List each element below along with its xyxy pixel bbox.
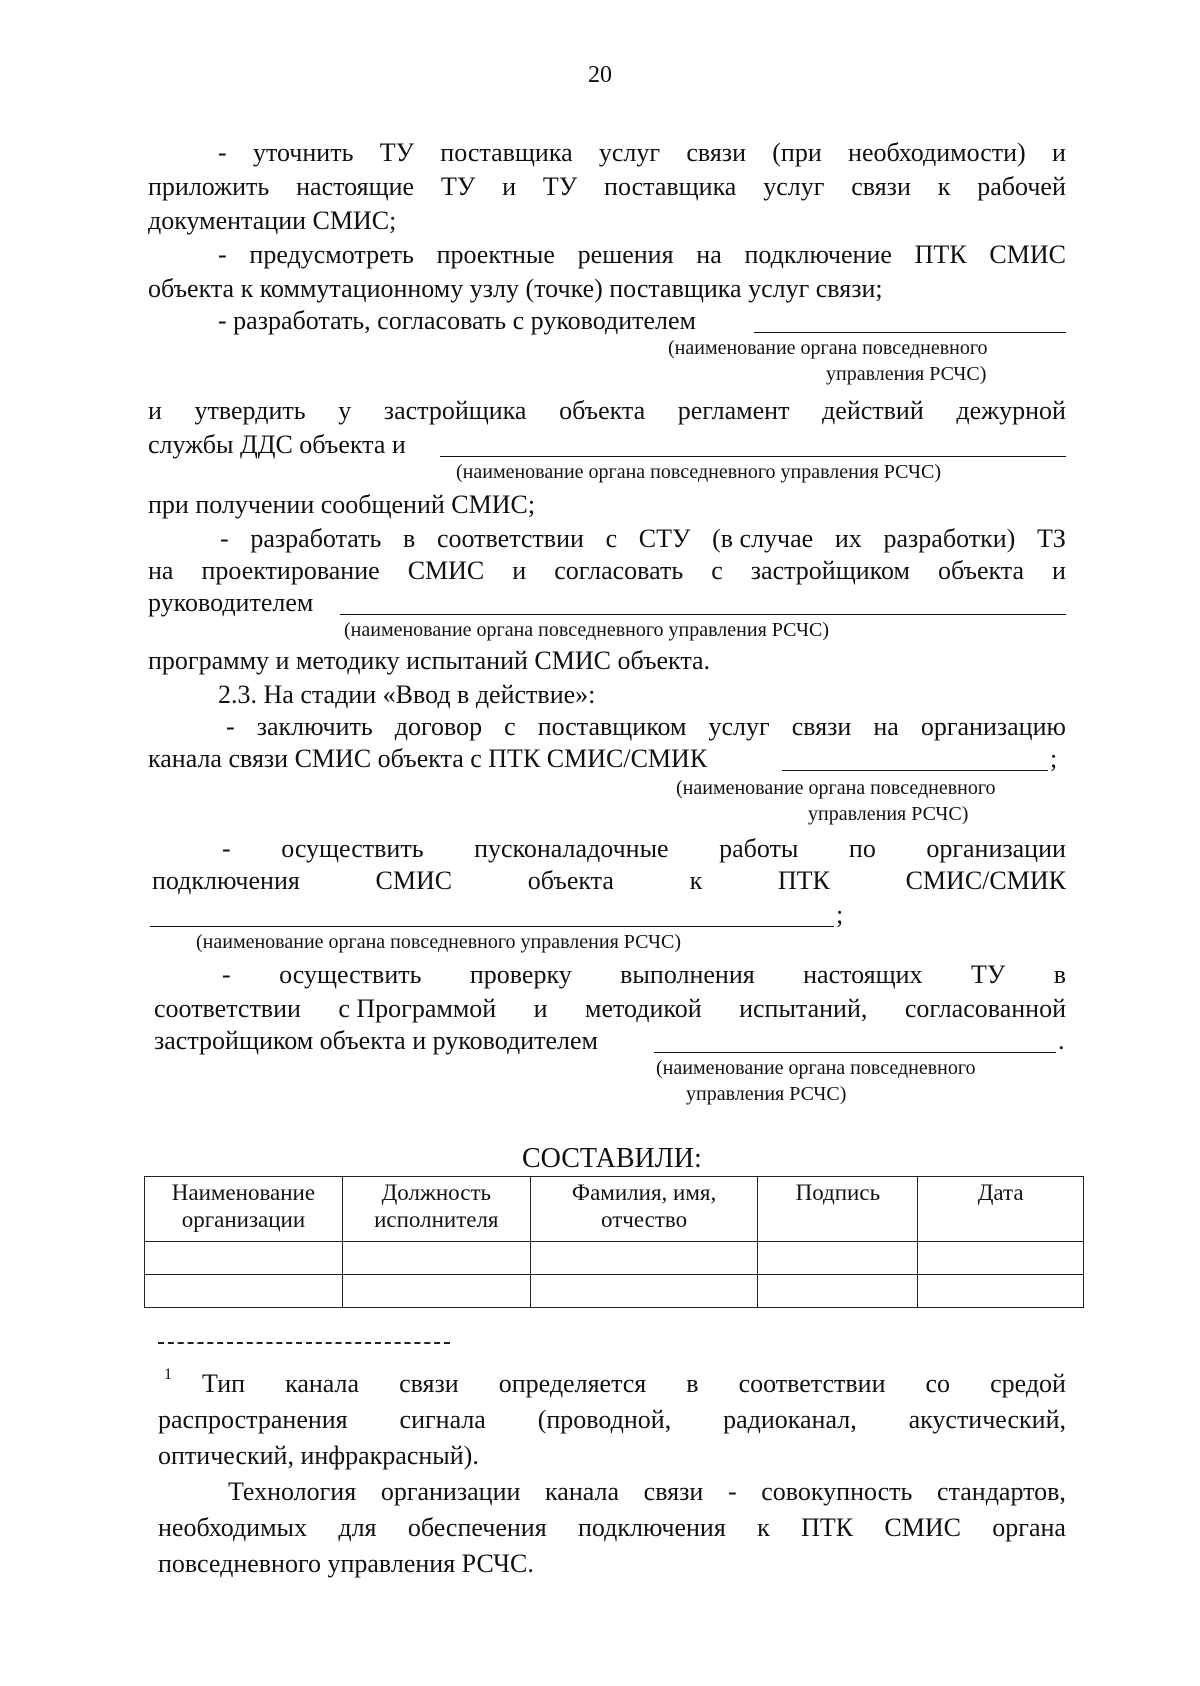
field-caption: (наименование органа повседневного bbox=[668, 337, 988, 359]
signatures-table bbox=[144, 1176, 1084, 1308]
table-header-cell: Фамилия, имя, отчество bbox=[530, 1177, 758, 1242]
body-line: на проектирование СМИС и согласовать с застройщиком объекта и bbox=[148, 556, 1066, 585]
fill-in-line bbox=[754, 332, 1066, 333]
body-line: - уточнить ТУ поставщика услуг связи (при необходимости) и bbox=[218, 138, 1066, 167]
footnote-line: повседневного управления РСЧС. bbox=[158, 1549, 534, 1578]
fill-in-line bbox=[440, 456, 1066, 457]
fill-in-line bbox=[654, 1052, 1056, 1053]
fill-in-line bbox=[782, 770, 1048, 771]
field-caption: (наименование органа повседневного bbox=[656, 1057, 976, 1079]
table-cell bbox=[918, 1275, 1084, 1308]
page-number: 20 bbox=[588, 62, 612, 88]
body-line: застройщиком объекта и руководителем bbox=[154, 1026, 598, 1055]
table-cell bbox=[530, 1275, 758, 1308]
body-line: и утвердить у застройщика объекта регламент действий дежурной bbox=[148, 396, 1066, 425]
body-line: приложить настоящие ТУ и ТУ поставщика услуг связи к рабочей bbox=[148, 172, 1066, 201]
table-cell bbox=[758, 1275, 918, 1308]
table-cell bbox=[342, 1242, 530, 1275]
table-cell bbox=[145, 1275, 343, 1308]
punctuation: . bbox=[1058, 1026, 1065, 1055]
field-caption: (наименование органа повседневного управления РСЧС) bbox=[456, 461, 941, 483]
body-line: канала связи СМИС объекта с ПТК СМИС/СМИК bbox=[148, 744, 708, 773]
table-row bbox=[145, 1275, 1084, 1308]
body-line: - осуществить пусконаладочные работы по организации bbox=[222, 834, 1066, 863]
body-line: программу и методику испытаний СМИС объекта. bbox=[148, 646, 711, 675]
body-line: службы ДДС объекта и bbox=[148, 430, 406, 459]
field-caption: управления РСЧС) bbox=[826, 363, 987, 385]
body-line: документации СМИС; bbox=[148, 206, 397, 235]
footnote-line: Тип канала связи определяется в соответствии со средой bbox=[202, 1369, 1066, 1398]
fill-in-line bbox=[340, 614, 1066, 615]
table-cell bbox=[530, 1242, 758, 1275]
signatures-title: СОСТАВИЛИ: bbox=[522, 1143, 702, 1174]
body-line: - заключить договор с поставщиком услуг связи на организацию bbox=[226, 712, 1066, 741]
section-heading: 2.3. На стадии «Ввод в действие»: bbox=[218, 680, 596, 709]
table-header-cell: Должность исполнителя bbox=[342, 1177, 530, 1242]
footnote-separator bbox=[158, 1342, 450, 1344]
body-line: - предусмотреть проектные решения на подключение ПТК СМИС bbox=[218, 240, 1066, 269]
body-line: соответствии с Программой и методикой испытаний, согласованной bbox=[154, 994, 1066, 1023]
table-cell bbox=[918, 1242, 1084, 1275]
footnote-line: Технология организации канала связи - совокупность стандартов, bbox=[228, 1477, 1066, 1506]
table-header-cell: Дата bbox=[918, 1177, 1084, 1242]
footnote-line: распространения сигнала (проводной, радиоканал, акустический, bbox=[158, 1405, 1066, 1434]
table-header-cell: Наименование организации bbox=[145, 1177, 343, 1242]
body-line: - разработать в соответствии с СТУ (в случае их разработки) ТЗ bbox=[220, 524, 1066, 553]
table-cell bbox=[145, 1242, 343, 1275]
table-cell bbox=[342, 1275, 530, 1308]
footnote-marker: 1 bbox=[164, 1366, 172, 1383]
table-row bbox=[145, 1242, 1084, 1275]
body-line: - осуществить проверку выполнения настоящих ТУ в bbox=[222, 960, 1066, 989]
body-line: при получении сообщений СМИС; bbox=[148, 490, 536, 519]
body-line: руководителем bbox=[148, 588, 314, 617]
footnote-line: оптический, инфракрасный). bbox=[158, 1441, 479, 1470]
body-line: объекта к коммутационному узлу (точке) поставщика услуг связи; bbox=[148, 274, 883, 303]
body-line: подключения СМИС объекта к ПТК СМИС/СМИК bbox=[152, 866, 1066, 895]
body-line: - разработать, согласовать с руководителем bbox=[218, 306, 696, 335]
field-caption: (наименование органа повседневного bbox=[676, 777, 996, 799]
field-caption: (наименование органа повседневного управления РСЧС) bbox=[196, 931, 681, 953]
table-header-cell: Подпись bbox=[758, 1177, 918, 1242]
field-caption: управления РСЧС) bbox=[808, 803, 969, 825]
punctuation: ; bbox=[836, 900, 844, 929]
table-cell bbox=[758, 1242, 918, 1275]
punctuation: ; bbox=[1050, 744, 1058, 773]
field-caption: (наименование органа повседневного управления РСЧС) bbox=[344, 619, 829, 641]
fill-in-line bbox=[150, 926, 834, 927]
footnote-line: необходимых для обеспечения подключения к ПТК СМИС органа bbox=[158, 1513, 1066, 1542]
table-header-row bbox=[145, 1177, 1084, 1242]
field-caption: управления РСЧС) bbox=[686, 1083, 847, 1105]
